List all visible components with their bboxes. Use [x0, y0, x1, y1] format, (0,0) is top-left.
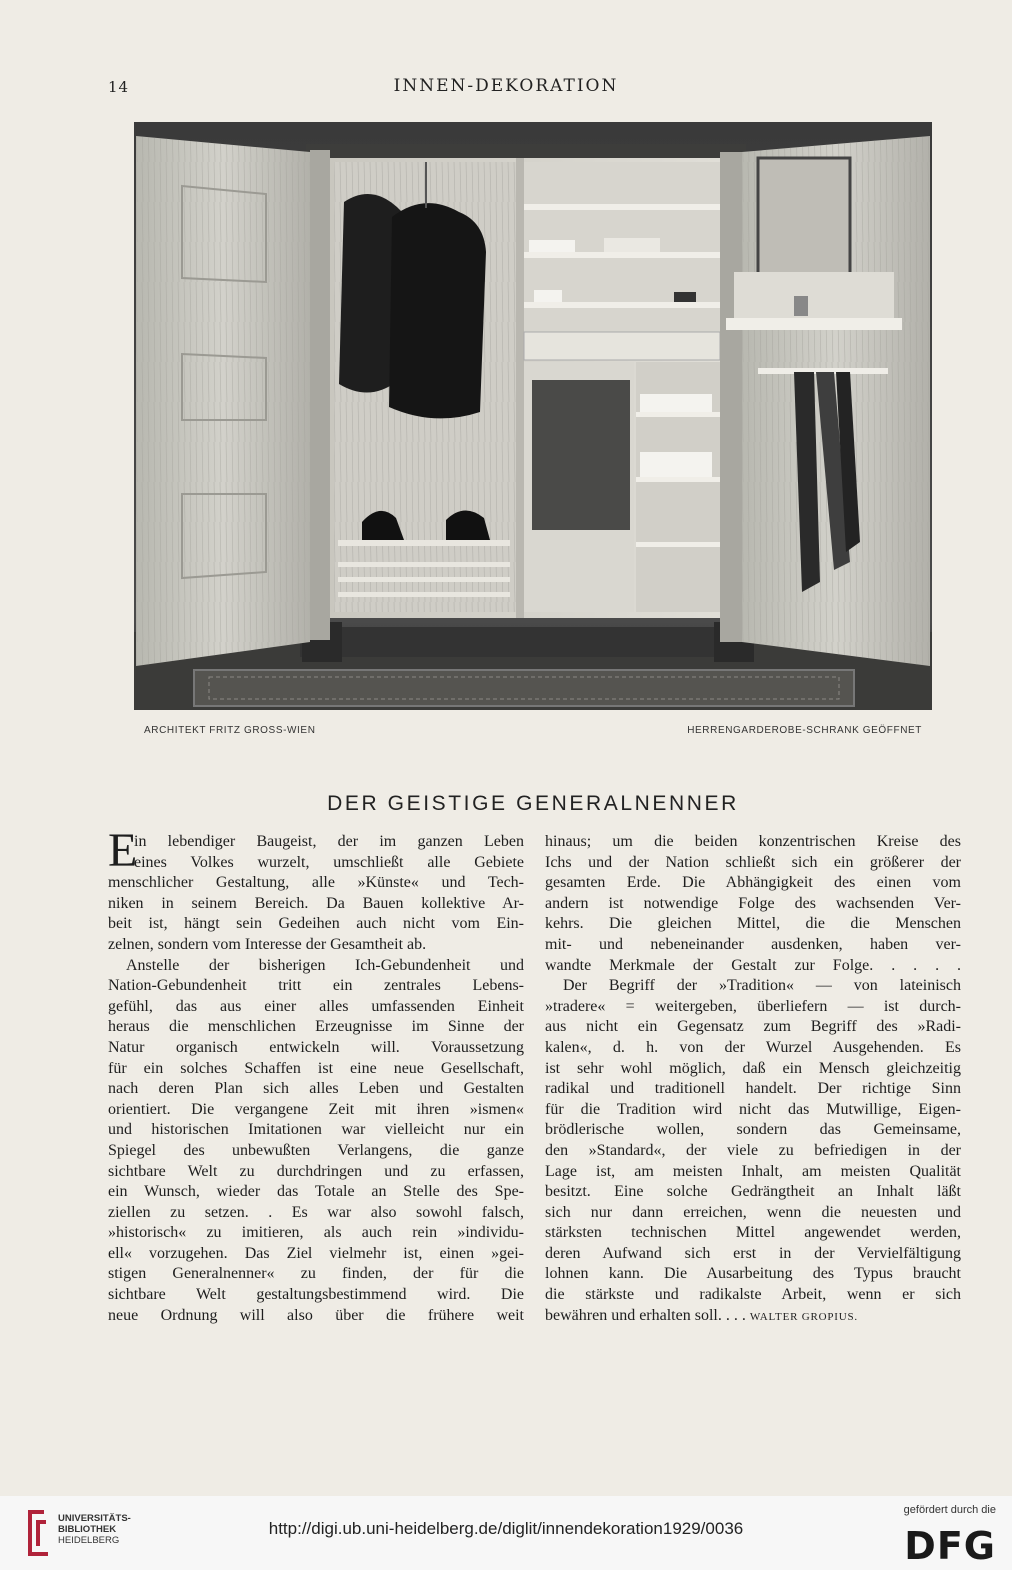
text-line: zelnen, sondern vom Interesse der Gesamtheit ab.	[108, 935, 427, 953]
text-line: eines Volkes wurzelt, umschließt alle Gebiete	[134, 853, 524, 871]
text-line: beit ist, hängt sein Gedeihen auch nicht vom Ein-	[108, 915, 524, 933]
text-line: neue Ordnung will also über die frühere weit	[108, 1306, 524, 1324]
text-line: niken in seinem Bereich. Da Bauen kollektive Ar-	[108, 894, 524, 912]
text-line: Der Begriff der »Tradition« — von lateinisch	[563, 977, 961, 995]
text-line: Spiegel des unbewußten Verlangens, die ganze	[108, 1141, 524, 1159]
wardrobe-photograph	[134, 122, 932, 710]
text-line: sich nur dann erreichen, wenn die neuesten und	[545, 1203, 961, 1221]
text-line: Lage ist, am meisten Inhalt, am meisten Qualität	[545, 1162, 961, 1180]
text-line: in lebendiger Baugeist, der im ganzen Leben	[134, 833, 524, 850]
text-line: gesamten Erde. Die Abhängigkeit des einen vom	[545, 874, 961, 892]
text-line: wandte Merkmale der Gestalt zur Folge. . . . .	[545, 956, 961, 974]
text-line: orientiert. Die vergangene Zeit mit ihren »ismen«	[108, 1100, 524, 1118]
text-line: für die Tradition wird nicht das Mutwillige, Eigen-	[545, 1100, 961, 1118]
photo-caption-title: HERRENGARDEROBE-SCHRANK GEÖFFNET	[687, 725, 922, 736]
text-line: Anstelle der bisherigen Ich-Gebundenheit und	[126, 956, 524, 974]
dfg-logo: DFG	[904, 1524, 996, 1568]
text-line: kehrs. Die gleichen Mittel, die die Menschen	[545, 915, 961, 933]
text-line: »tradere« = weitergeben, überliefern — ist durch-	[545, 997, 961, 1015]
text-line: die stärkste und radikalste Arbeit, wenn er sich	[545, 1286, 961, 1304]
text-line: ein Wunsch, wieder das Totale an Stelle des Spe-	[108, 1183, 524, 1201]
text-line: mit- und nebeneinander ausdenken, haben ver-	[545, 935, 961, 953]
text-line-final-content: bewähren und erhalten soll. . . .	[545, 1306, 746, 1324]
library-line-2: BIBLIOTHEK	[58, 1524, 117, 1535]
page-number: 14	[108, 78, 130, 96]
text-line-final	[545, 1306, 961, 1328]
text-line: deren Aufwand sich erst in der Vervielfältigung	[545, 1244, 961, 1262]
text-line: Ichs und der Nation schließt sich ein größerer der	[545, 853, 961, 871]
text-line: kalen«, d. h. von der Wurzel Ausgehenden. Es	[545, 1038, 961, 1056]
source-url-link[interactable]: http://digi.ub.uni-heidelberg.de/diglit/innendekoration1929/0036	[268, 1519, 744, 1538]
article-column-right	[545, 832, 961, 1327]
text-line: brödlerische wollen, sondern das Gemeinsame,	[545, 1121, 961, 1139]
text-line: menschlicher Gestaltung, alle »Künste« und Tech-	[108, 874, 524, 892]
author-signature: WALTER GROPIUS.	[749, 1310, 858, 1323]
text-line: besitzt. Eine solche Gedrängtheit an Inhalt läßt	[545, 1183, 961, 1201]
text-line: gefühl, das aus einer alles umfassenden Einheit	[108, 997, 524, 1015]
running-head: INNEN-DEKORATION	[393, 76, 619, 96]
footer-bar	[0, 1496, 1012, 1570]
text-line: ell« vorzugehen. Das Ziel vielmehr ist, einen »gei-	[108, 1244, 524, 1262]
text-line: andern ist notwendige Folge des wachsenden Ver-	[545, 894, 961, 912]
drop-cap: E	[108, 824, 138, 877]
text-line: stigen Generalnenner« zu finden, der für die	[108, 1265, 524, 1283]
text-line: heraus die menschlichen Erzeugnisse im Sinne der	[108, 1018, 524, 1036]
article-title: DER GEISTIGE GENERALNENNER	[327, 792, 739, 815]
text-line: sichtbare Welt gestaltungsbestimmend wird. Die	[108, 1286, 524, 1304]
text-line: radikal und traditionell handelt. Der richtige Sinn	[545, 1080, 961, 1098]
photo-caption-architect: ARCHITEKT FRITZ GROSS-WIEN	[144, 725, 316, 736]
text-line: lohnen kann. Die Ausarbeitung des Typus braucht	[545, 1265, 961, 1283]
article-column-left	[108, 824, 524, 1326]
text-line: »historisch« zu imitieren, als auch rein »individu-	[108, 1224, 524, 1242]
text-line: den »Standard«, der viele zu befriedigen in der	[545, 1141, 961, 1159]
text-line: und historischen Imitationen war vielleicht nur ein	[108, 1121, 524, 1139]
text-line: Natur organisch entwickeln will. Voraussetzung	[108, 1038, 524, 1056]
text-line: ist sehr wohl möglich, daß ein Mensch gleichzeitig	[545, 1059, 961, 1077]
text-line: hinaus; um die beiden konzentrischen Kreise des	[545, 833, 961, 850]
text-line: nach deren Plan sich alles Leben und Gestalten	[108, 1080, 524, 1098]
text-line: ziellen zu setzen. . Es war also sowohl falsch,	[108, 1203, 524, 1221]
text-line: aus nicht ein Gegensatz zum Begriff des »Radi-	[545, 1018, 961, 1036]
text-line: sichtbare Welt zu durchdringen und zu erfassen,	[108, 1162, 524, 1180]
library-line-3: HEIDELBERG	[58, 1535, 120, 1546]
text-line: für ein solches Schaffen ist eine neue Gesellschaft,	[108, 1059, 524, 1077]
text-line: stärksten technischen Mittel angewendet werden,	[545, 1224, 961, 1242]
text-line: Nation-Gebundenheit tritt ein zentrales Lebens-	[108, 977, 524, 995]
library-line-1: UNIVERSITÄTS-	[58, 1513, 131, 1524]
funding-note: gefördert durch die	[903, 1504, 996, 1516]
